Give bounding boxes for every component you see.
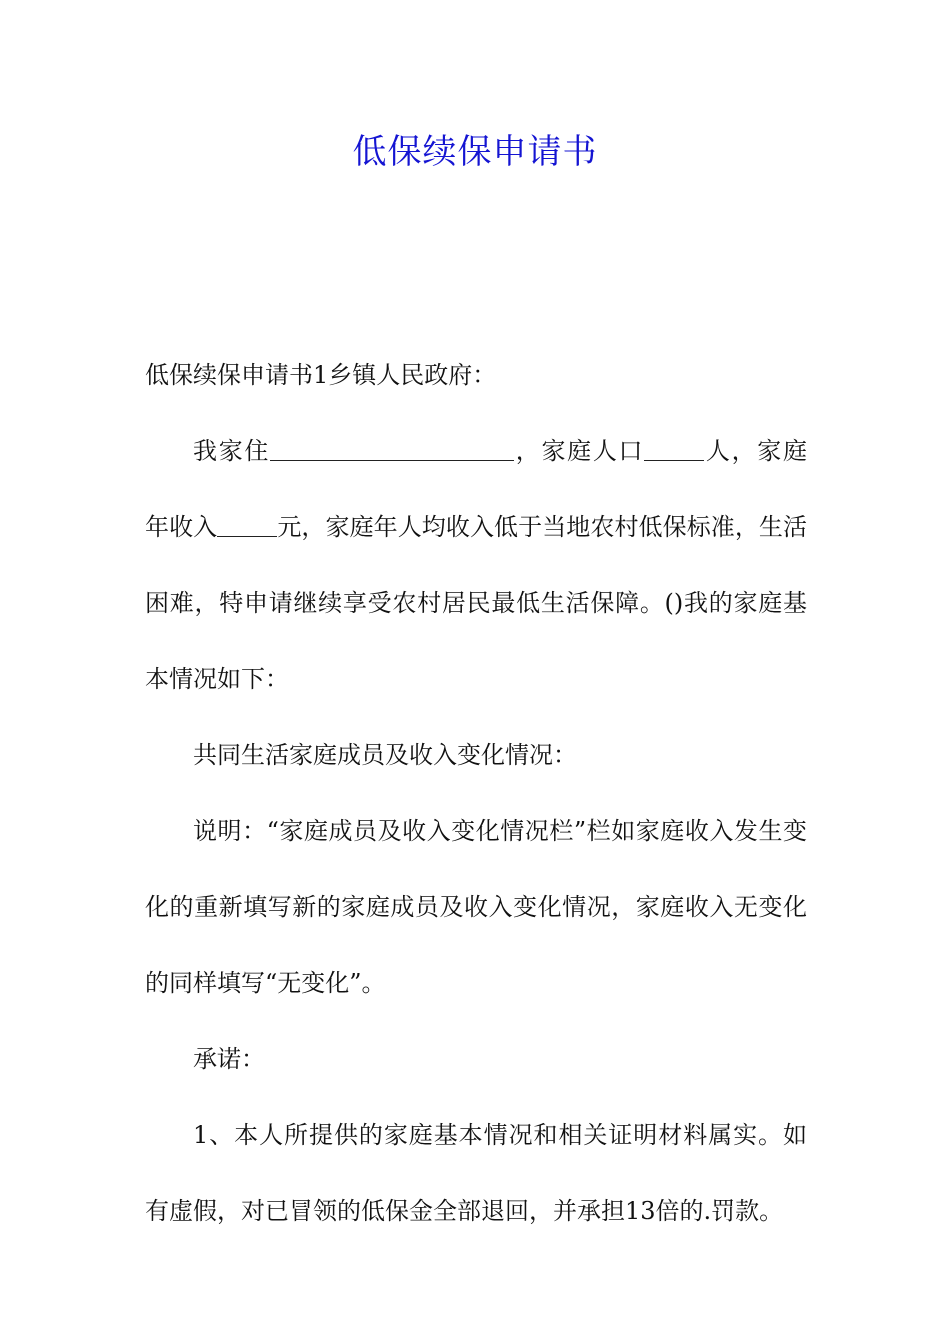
paragraph-members-heading: 共同生活家庭成员及收入变化情况： — [193, 741, 577, 769]
paragraph-promise-heading: 承诺： — [193, 1045, 265, 1073]
document-title: 低保续保申请书 — [352, 132, 598, 172]
paragraph-household-info — [145, 413, 807, 717]
paragraph-explanation: 说明：“家庭成员及收入变化情况栏”栏如家庭收入发生变化的重新填写新的家庭成员及收入变化情况，家庭收入无变化的同样填写“无变化”。 — [145, 817, 807, 997]
text-income-prefix: 人，家庭年收入 — [145, 437, 808, 541]
population-blank — [644, 434, 704, 461]
salutation: 低保续保申请书1乡镇人民政府： — [145, 361, 497, 389]
paragraph-promise-1: 1、本人所提供的家庭基本情况和相关证明材料属实。如有虚假，对已冒领的低保金全部退回，并承担13倍的.罚款。 — [145, 1121, 807, 1225]
text-request: 元，家庭年人均收入低于当地农村低保标准，生活困难，特申请继续享受农村居民最低生活保障。()我的家庭基本情况如下： — [145, 513, 808, 693]
text-address-prefix: 我家住 — [193, 437, 271, 465]
address-blank — [270, 434, 514, 461]
income-blank — [217, 510, 277, 537]
document-body — [145, 337, 807, 1249]
text-population-prefix: ，家庭人口 — [514, 437, 645, 465]
